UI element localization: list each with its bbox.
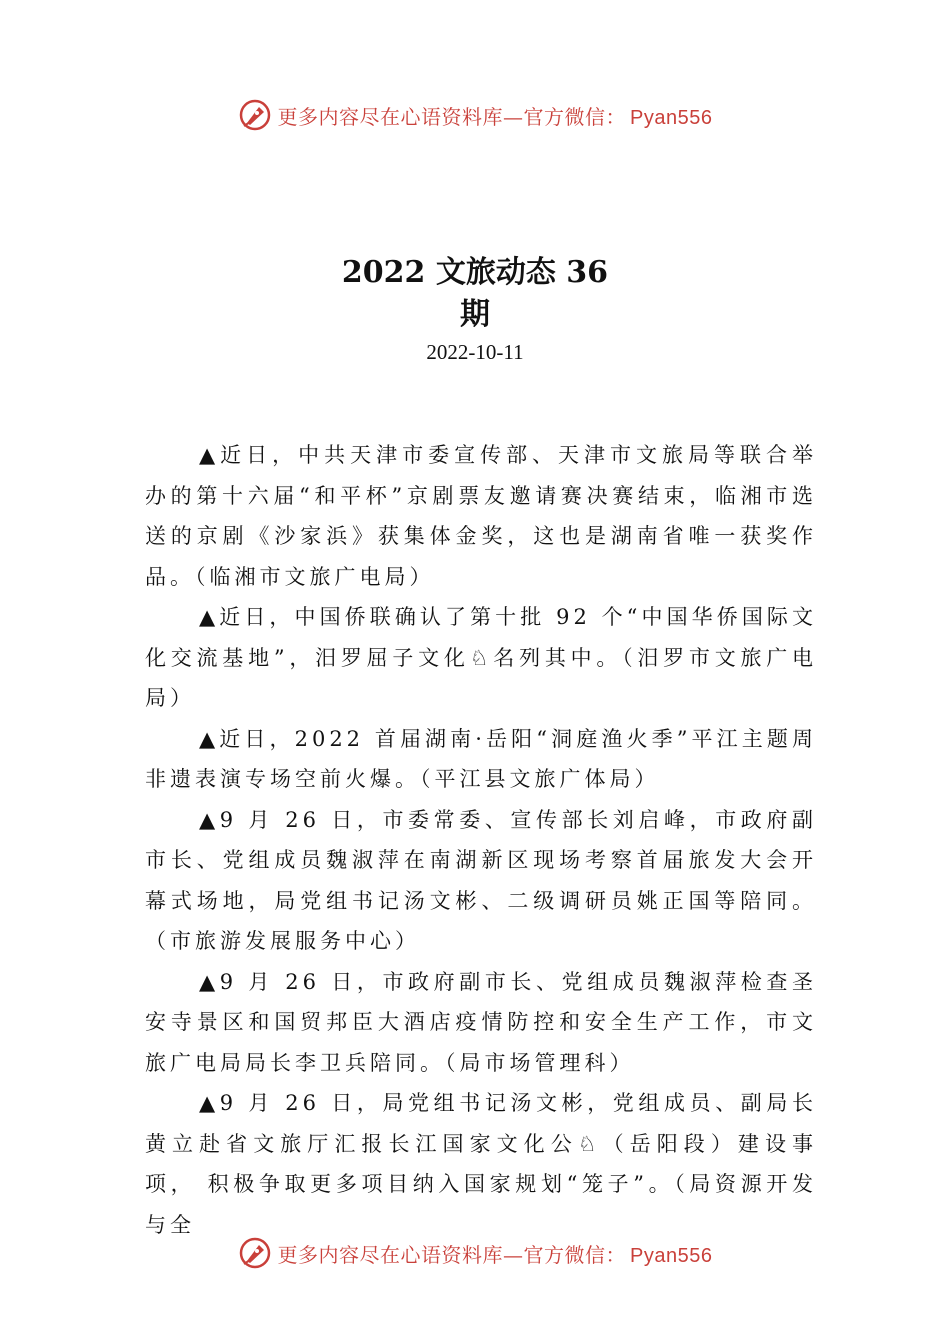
title-line-2: 期 xyxy=(460,297,490,332)
news-item: ▲近日，中共天津市委宣传部、天津市文旅局等联合举办的第十六届“和平杯”京剧票友邀请赛决赛结束，临湘市选送的京剧《沙家浜》获集体金奖，这也是湖南省唯一获奖作品。（临湘市文旅广电局） xyxy=(145,443,817,589)
news-item: ▲9 月 26 日，局党组书记汤文彬，党组成员、副局长黄立赴省文旅厅汇报长江国家文化公♘（岳阳段）建设事项， 积极争取更多项目纳入国家规划“笼子”。（局资源开发与全 xyxy=(145,1091,817,1237)
watermark-text: 更多内容尽在心语资料库—官方微信： Pyan556 xyxy=(277,104,713,129)
watermark-wechat-id: Pyan556 xyxy=(630,1244,713,1267)
news-item: ▲9 月 26 日，市政府副市长、党组成员魏淑萍检查圣安寺景区和国贸邦臣大酒店疫情防控和安全生产工作，市文旅广电局局长李卫兵陪同。（局市场管理科） xyxy=(145,969,817,1075)
pen-nib-logo-icon xyxy=(238,1236,272,1270)
news-item: ▲近日，2022 首届湖南·岳阳“洞庭渔火季”平江主题周非遗表演专场空前火爆。（平江县文旅广体局） xyxy=(145,726,817,791)
pen-nib-logo-icon xyxy=(238,98,272,132)
document-title xyxy=(0,252,950,336)
title-line-1: 2022 文旅动态 36 xyxy=(341,255,609,290)
watermark-text: 更多内容尽在心语资料库—官方微信： Pyan556 xyxy=(277,1242,713,1267)
footer-watermark xyxy=(0,1235,950,1271)
header-watermark xyxy=(0,97,950,133)
watermark-wechat-id: Pyan556 xyxy=(630,106,713,129)
news-item: ▲近日，中国侨联确认了第十批 92 个“中国华侨国际文化交流基地”，汨罗屈子文化♘名列其中。（汨罗市文旅广电局） xyxy=(145,605,817,710)
document-date: 2022-10-11 xyxy=(426,340,524,364)
news-item: ▲9 月 26 日，市委常委、宣传部长刘启峰，市政府副市长、党组成员魏淑萍在南湖新区现场考察首届旅发大会开幕式场地，局党组书记汤文彬、二级调研员姚正国等陪同。（市旅游发展服务中心） xyxy=(145,807,817,953)
document-body xyxy=(145,435,817,1237)
